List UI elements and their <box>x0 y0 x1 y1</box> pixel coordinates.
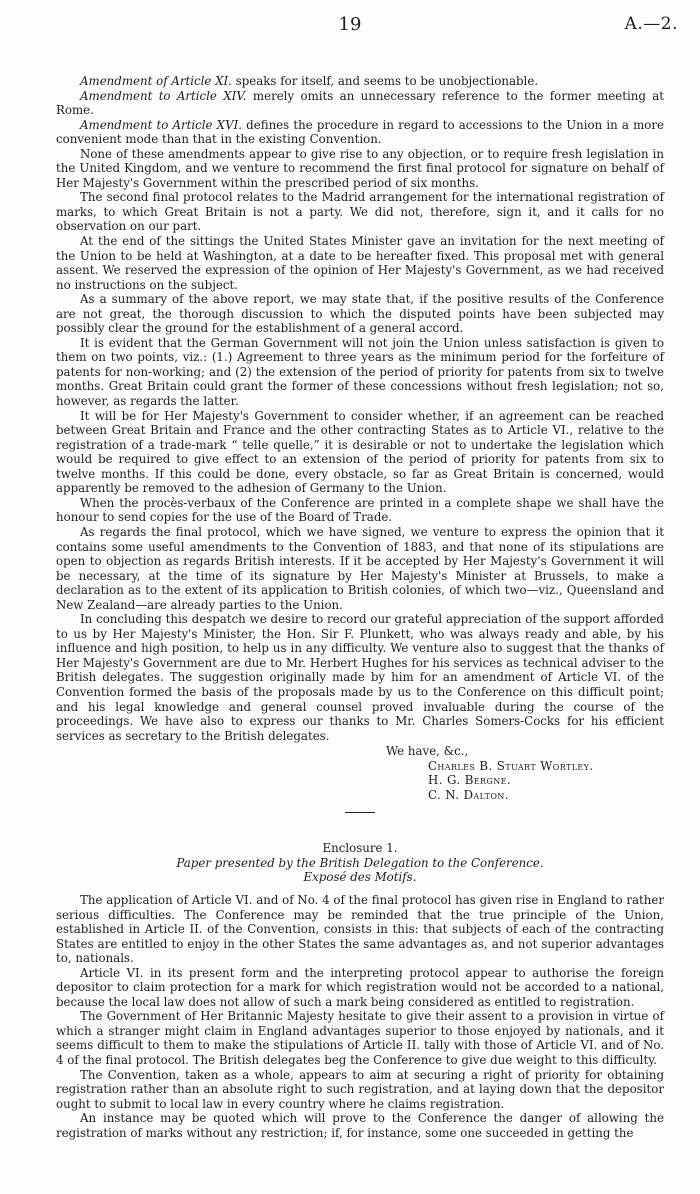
enclosure-subtitle: Paper presented by the British Delegation to the Conference. <box>176 855 544 870</box>
despatch-body <box>56 74 664 1140</box>
enclosure-paragraph: An instance may be quoted which will prove to the Conference the danger of allowing the registration of marks without any restriction; if, for instance, some one succeeded in getting the <box>56 1111 664 1140</box>
paragraph-text: defines the procedure in regard to accessions to the Union in a more convenient mode than that in the existing Convention. <box>56 117 664 147</box>
paragraph-text: speaks for itself, and seems to be unobjectionable. <box>231 74 539 88</box>
enclosure-paragraph: The Convention, taken as a whole, appears to aim at securing a right of priority for obtaining registration rather than an absolute right to such registration, and at laying down that the depositor ought to submit to local law in every country where he claims registration. <box>56 1067 664 1111</box>
enclosure-paragraph: The application of Article VI. and of No. 4 of the final protocol has given rise in England to rather serious difficulties. The Conference may be reminded that the true principle of the Union, established in Article II. of the Convention, consists in this: that subjects of each of the contracting States are entitled to enjoy in the other States the same advantages as, and not superior advantages to, nationals. <box>56 892 664 966</box>
section-divider <box>345 812 375 813</box>
signatory: C. N. Dalton. <box>428 787 509 802</box>
paper-reference: A.—2. <box>624 14 678 34</box>
enclosure-body <box>56 893 664 1140</box>
closing-block <box>386 744 664 802</box>
paragraph: It is evident that the German Government will not join the Union unless satisfaction is given to them on two points, viz.: (1.) Agreement to three years as the minimum period for the forfeiture of patents for non-working; and (2) the extension of the period of priority for patents from six to twelve months. Great Britain could grant the former of these concessions without fresh legislation; not so, however, as regards the latter. <box>56 335 664 409</box>
paragraph <box>56 74 664 89</box>
enclosure-expose-heading: Exposé des Motifs. <box>303 870 417 885</box>
paragraph: None of these amendments appear to give rise to any objection, or to require fresh legislation in the United Kingdom, and we venture to recommend the first final protocol for signature on behalf of Her Majesty's Government within the prescribed period of six months. <box>56 146 664 190</box>
signatory: H. G. Bergne. <box>428 773 512 788</box>
paragraph: In concluding this despatch we desire to record our grateful appreciation of the support afforded to us by Her Majesty's Minister, the Hon. Sir F. Plunkett, who was always ready and able, by his influence and high position, to help us in any difficulty. We venture also to suggest that the thanks of Her Majesty's Government are due to Mr. Herbert Hughes for his services as technical adviser to the British delegates. The suggestion originally made by him for an amendment of Article VI. of the Convention formed the basis of the proposals made by us to the Conference on this difficult point; and his legal knowledge and general counsel proved invaluable during the course of the proceedings. We have also to express our thanks to Mr. Charles Somers-Cocks for his efficient services as secretary to the British delegates. <box>56 612 664 743</box>
paragraph: As regards the final protocol, which we have signed, we venture to express the opinion that it contains some useful amendments to the Convention of 1883, and that none of its stipulations are open to objection as regards British interests. If it be accepted by Her Majesty's Government it will be necessary, at the time of its signature by Her Majesty's Minister at Brussels, to make a declaration as to the extent of its application to British colonies, of which two—viz., Queensland and New Zealand—are already parties to the Union. <box>56 524 664 612</box>
enclosure-paragraph: The Government of Her Britannic Majesty hesitate to give their assent to a provision in virtue of which a stranger might claim in England advantages superior to those enjoyed by nationals, and it seems difficult to them to make the stipulations of Article II. tally with those of Article VI. and of No. 4 of the final protocol. The British delegates beg the Conference to give due weight to this difficulty. <box>56 1009 664 1067</box>
paragraph <box>56 89 664 118</box>
paragraph-lead: Amendment to Article XVI. <box>80 117 243 132</box>
paragraph: The second final protocol relates to the Madrid arrangement for the international registration of marks, to which Great Britain is not a party. We did not, therefore, sign it, and it calls for no observation on our part. <box>56 190 664 234</box>
page-number: 19 <box>338 14 362 35</box>
paragraph: As a summary of the above report, we may state that, if the positive results of the Conference are not great, the thorough discussion to which the disputed points have been subjected may possibly clear the ground for the establishment of a general accord. <box>56 292 664 336</box>
enclosure-paragraph: Article VI. in its present form and the interpreting protocol appear to authorise the foreign depositor to claim protection for a mark for which registration would not be accorded to a national, because the local law does not allow of such a mark being considered as entitled to registration. <box>56 965 664 1009</box>
closing-phrase: We have, &c., <box>386 744 469 759</box>
enclosure-title: Enclosure 1. <box>322 841 398 856</box>
signatory: Charles B. Stuart Wortley. <box>428 758 594 773</box>
paragraph: At the end of the sittings the United States Minister gave an invitation for the next meeting of the Union to be held at Washington, at a date to be hereafter fixed. This proposal met with general assent. We reserved the expression of the opinion of Her Majesty's Government, as we had received no instructions on the subject. <box>56 234 664 292</box>
paragraph-lead: Amendment of Article XI. <box>80 74 232 88</box>
paragraph <box>56 118 664 147</box>
paragraph: When the procès-verbaux of the Conference are printed in a complete shape we shall have the honour to send copies for the use of the Board of Trade. <box>56 495 664 525</box>
paragraph-text: merely omits an unnecessary reference to the former meeting at Rome. <box>56 88 665 118</box>
paragraph-lead: Amendment to Article XIV. <box>80 88 247 103</box>
page-header <box>0 14 700 44</box>
paragraph: It will be for Her Majesty's Government to consider whether, if an agreement can be reached between Great Britain and France and the other contracting States as to Article VI., relative to the registration of a trade-mark “ telle quelle,” it is desirable or not to undertake the legislation which would be required to give effect to an extension of the period of priority for patents from six to twelve months. If this could be done, every obstacle, so far as Great Britain is concerned, would apparently be removed to the adhesion of Germany to the Union. <box>56 408 664 496</box>
